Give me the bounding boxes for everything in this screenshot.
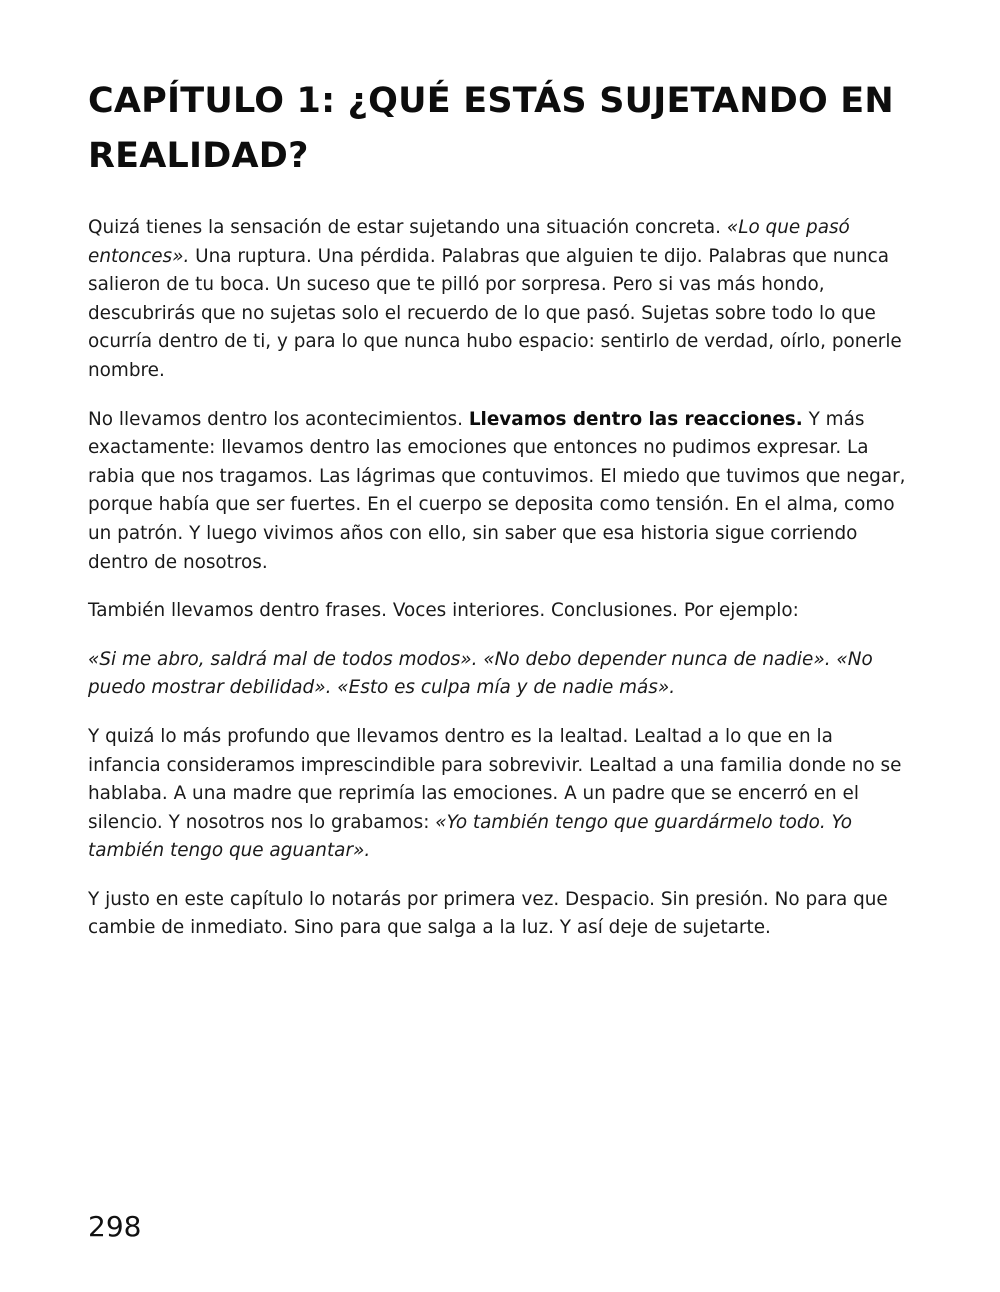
paragraph-6: Y justo en este capítulo lo notarás por primera vez. Despacio. Sin presión. No para que cambie de inmediato. Sino para que salga a la luz. Y así deje de sujetarte.: [88, 888, 888, 939]
page-content: [88, 74, 910, 963]
page-number: 298: [88, 1210, 142, 1243]
paragraph-5: [88, 723, 910, 866]
paragraph-3: También llevamos dentro frases. Voces interiores. Conclusiones. Por ejemplo:: [88, 600, 799, 622]
chapter-title: CAPÍTULO 1: ¿QUÉ ESTÁS SUJETANDO EN REALIDAD?: [88, 81, 894, 176]
paragraph-1-text-c: Una ruptura. Una pérdida. Palabras que alguien te dijo. Palabras que nunca salieron de tu boca. Un suceso que te pilló por sorpresa. Pero si vas más hondo, descubrirás que no sujetas solo el recuerdo de lo que pasó. Sujetas sobre todo lo que ocurría dentro de ti, y para lo que nunca hubo espacio: sentirlo de verdad, oírlo, ponerle nombre.: [88, 245, 902, 381]
paragraph-5-text-a: Y quizá lo más profundo que llevamos dentro es la lealtad. Lealtad a lo que en la infancia consideramos imprescindible para sobrevivir. Lealtad a una familia donde no se hablaba. A una madre que reprimía las emociones. A un padre que se encerró en el silencio. Y nosotros nos lo grabamos:: [88, 725, 902, 833]
paragraph-4-italic-text: «Si me abro, saldrá mal de todos modos». «No debo depender nunca de nadie». «No puedo mostrar debilidad». «Esto es culpa mía y de nadie más».: [88, 648, 873, 699]
paragraph-4-italic-quotes: [88, 646, 910, 703]
paragraph-2-text-a: No llevamos dentro los acontecimientos.: [88, 408, 469, 430]
paragraph-1-italic-quote: «Lo que pasó entonces».: [88, 217, 850, 267]
paragraph-1-text-a: Quizá tienes la sensación de estar sujetando una situación concreta.: [88, 217, 727, 238]
paragraph-2: [88, 406, 910, 578]
paragraph-2-text-c: Y más exactamente: llevamos dentro las emociones que entonces no pudimos expresar. La rabia que nos tragamos. Las lágrimas que contuvimos. El miedo que tuvimos que negar, porque había que ser fuertes. En el cuerpo se deposita como tensión. En el alma, como un patrón. Y luego vivimos años con ello, sin saber que esa historia sigue corriendo dentro de nosotros.: [88, 408, 906, 573]
paragraph-5-italic-quote: «Yo también tengo que guardármelo todo. Yo también tengo que aguantar».: [88, 811, 853, 862]
paragraph-1: [88, 214, 910, 386]
paragraph-2-bold-phrase: Llevamos dentro las reacciones.: [468, 408, 803, 430]
